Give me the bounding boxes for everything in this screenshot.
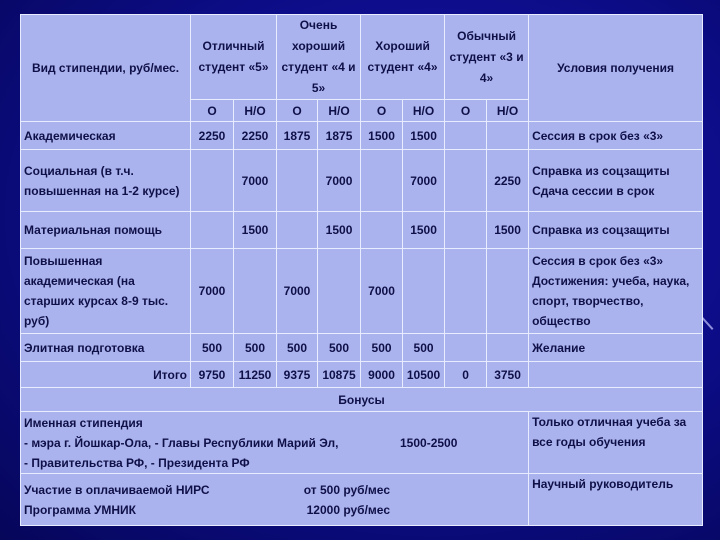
bonus-title: Бонусы [21, 388, 703, 412]
value-cell: 500 [234, 334, 277, 362]
value-cell: 2250 [487, 150, 529, 212]
total-cell: 9375 [277, 362, 318, 388]
total-cell: 10875 [318, 362, 361, 388]
value-cell: 1500 [234, 212, 277, 249]
subheader-cell: О [445, 100, 487, 122]
value-cell [234, 249, 277, 334]
total-cell: 11250 [234, 362, 277, 388]
value-cell: 7000 [403, 150, 445, 212]
total-cell: 9750 [191, 362, 234, 388]
named-condition: Только отличная учеба за все годы обучения [529, 412, 703, 474]
subheader-cell: Н/О [487, 100, 529, 122]
header-group-good: Хороший студент «4» [361, 15, 445, 100]
value-cell: 1500 [403, 122, 445, 150]
value-cell: 7000 [191, 249, 234, 334]
named-line-2 [24, 433, 525, 453]
value-cell: 1500 [318, 212, 361, 249]
value-cell: 500 [318, 334, 361, 362]
value-cell: 1500 [361, 122, 403, 150]
header-group-very-good: Очень хороший студент «4 и 5» [277, 15, 361, 100]
value-cell: 7000 [277, 249, 318, 334]
total-cell: 9000 [361, 362, 403, 388]
subheader-cell: Н/О [234, 100, 277, 122]
value-cell [487, 249, 529, 334]
research-line-2 [24, 500, 525, 520]
named-line-3: - Правительства РФ, - Президента РФ [24, 455, 250, 470]
header-row [21, 15, 703, 100]
value-cell [445, 122, 487, 150]
value-cell [445, 334, 487, 362]
value-cell: 500 [403, 334, 445, 362]
value-cell [445, 212, 487, 249]
value-cell [318, 249, 361, 334]
total-cell: 10500 [403, 362, 445, 388]
table-row [21, 212, 703, 249]
row-condition: Сессия в срок без «3» Достижения: учеба, наука, спорт, творчество, общество [529, 249, 703, 334]
table-row [21, 334, 703, 362]
table-row [21, 150, 703, 212]
research-condition: Научный руководитель [529, 474, 703, 526]
research-line-1 [24, 480, 525, 500]
total-row [21, 362, 703, 388]
table-row [21, 122, 703, 150]
value-cell: 1500 [403, 212, 445, 249]
research-label: Участие в оплачиваемой НИРС [24, 482, 210, 497]
value-cell: 7000 [318, 150, 361, 212]
total-condition-empty [529, 362, 703, 388]
value-cell: 1875 [318, 122, 361, 150]
total-cell: 0 [445, 362, 487, 388]
total-label: Итого [21, 362, 191, 388]
research-amount: от 500 руб/мес [303, 482, 390, 497]
research-cell [21, 474, 529, 526]
subheader-cell: Н/О [318, 100, 361, 122]
subheader-cell: О [191, 100, 234, 122]
value-cell [487, 122, 529, 150]
header-group-ordinary: Обычный студент «3 и 4» [445, 15, 529, 100]
named-scholarship-cell [21, 412, 529, 474]
bonus-title-row [21, 388, 703, 412]
value-cell: 2250 [191, 122, 234, 150]
header-group-excellent: Отличный студент «5» [191, 15, 277, 100]
header-type: Вид стипендии, руб/мес. [21, 15, 191, 122]
research-amount: 12000 руб/мес [306, 502, 390, 517]
named-authorities: - мэра г. Йошкар-Ола, - Главы Республики Марий Эл, [24, 435, 339, 450]
value-cell: 1500 [487, 212, 529, 249]
value-cell [277, 150, 318, 212]
subheader-cell: Н/О [403, 100, 445, 122]
table-row [21, 249, 703, 334]
value-cell [191, 150, 234, 212]
value-cell [277, 212, 318, 249]
row-condition: Справка из соцзащиты [529, 212, 703, 249]
research-label: Программа УМНИК [24, 502, 136, 517]
value-cell: 2250 [234, 122, 277, 150]
bonus-row [21, 474, 703, 526]
row-condition: Желание [529, 334, 703, 362]
row-name: Академическая [21, 122, 191, 150]
value-cell: 500 [191, 334, 234, 362]
row-name: Повышенная академическая (на старших курсах 8-9 тыс. руб) [21, 249, 191, 334]
row-name: Элитная подготовка [21, 334, 191, 362]
value-cell [361, 212, 403, 249]
value-cell [361, 150, 403, 212]
subheader-cell: О [361, 100, 403, 122]
row-name: Социальная (в т.ч. повышенная на 1-2 курсе) [21, 150, 191, 212]
value-cell: 500 [361, 334, 403, 362]
subheader-cell: О [277, 100, 318, 122]
value-cell [403, 249, 445, 334]
value-cell [445, 150, 487, 212]
named-line-1: Именная стипендия [24, 415, 143, 430]
row-condition: Справка из соцзащиты Сдача сессии в срок [529, 150, 703, 212]
value-cell [191, 212, 234, 249]
value-cell: 500 [277, 334, 318, 362]
named-amount: 1500-2500 [400, 435, 458, 450]
bonus-row [21, 412, 703, 474]
row-name: Материальная помощь [21, 212, 191, 249]
header-conditions: Условия получения [529, 15, 703, 122]
value-cell: 7000 [361, 249, 403, 334]
value-cell: 1875 [277, 122, 318, 150]
value-cell: 7000 [234, 150, 277, 212]
row-condition: Сессия в срок без «3» [529, 122, 703, 150]
scholarship-table [20, 14, 703, 526]
value-cell [487, 334, 529, 362]
value-cell [445, 249, 487, 334]
total-cell: 3750 [487, 362, 529, 388]
